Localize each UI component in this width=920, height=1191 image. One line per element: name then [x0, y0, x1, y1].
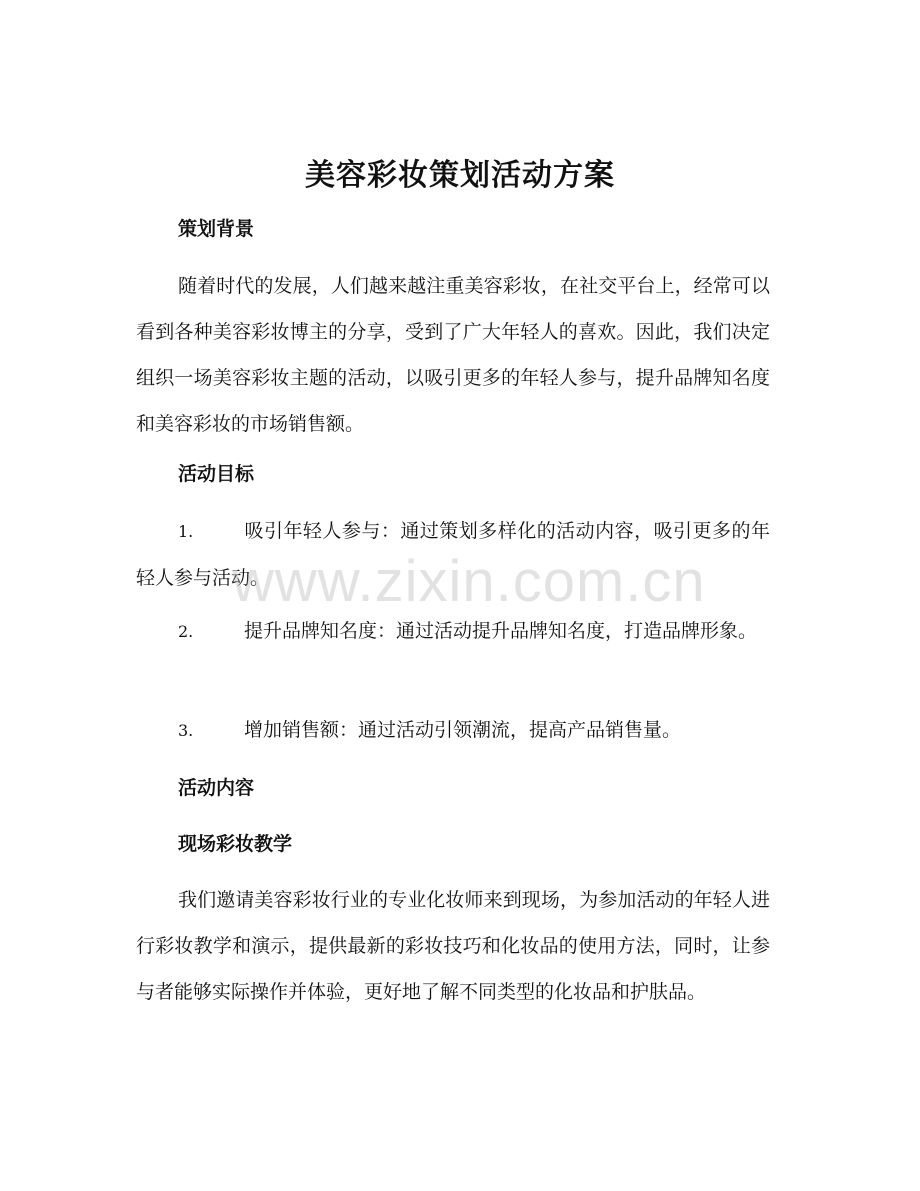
goal-number: 3.	[178, 721, 194, 740]
sub-heading-makeup-teaching: 现场彩妆教学	[178, 833, 293, 855]
goal-number: 1.	[178, 522, 194, 541]
makeup-teaching-paragraph: 我们邀请美容彩妆行业的专业化妆师来到现场，为参加活动的年轻人进行彩妆教学和演示，提供最新的彩妆技巧和化妆品的使用方法，同时，让参与者能够实际操作并体验，更好地了解不同类型的化妆品和护肤品。	[136, 889, 770, 1003]
goal-item-1	[136, 508, 770, 601]
goal-item-3	[136, 707, 770, 754]
goal-text: 吸引年轻人参与：通过策划多样化的活动内容，吸引更多的年轻人参与活动。	[136, 520, 770, 589]
section-heading-background: 策划背景	[178, 218, 255, 240]
goal-text: 提升品牌知名度：通过活动提升品牌知名度，打造品牌形象。	[244, 620, 758, 642]
section-heading-content: 活动内容	[178, 777, 255, 799]
section-heading-goals: 活动目标	[178, 463, 255, 485]
watermark: www.zixin.com.cn	[232, 549, 706, 614]
background-paragraph: 随着时代的发展，人们越来越注重美容彩妆，在社交平台上，经常可以看到各种美容彩妆博主的分享，受到了广大年轻人的喜欢。因此，我们决定组织一场美容彩妆主题的活动，以吸引更多的年轻人参与，提升品牌知名度和美容彩妆的市场销售额。	[136, 275, 770, 435]
goal-item-2	[136, 608, 770, 655]
goal-number: 2.	[178, 622, 194, 641]
document-title: 美容彩妆策划活动方案	[305, 158, 615, 193]
goal-text: 增加销售额：通过活动引领潮流，提高产品销售量。	[244, 719, 682, 741]
